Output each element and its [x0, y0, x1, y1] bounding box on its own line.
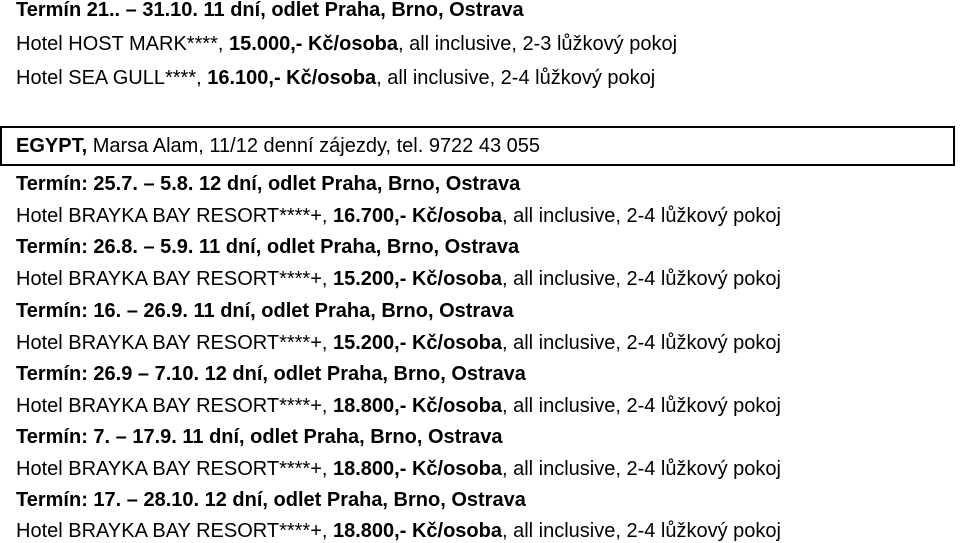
term-line — [16, 425, 502, 449]
hotel-name: Hotel BRAYKA BAY RESORT****+, — [16, 332, 333, 354]
hotel-price: 18.800,- Kč/osoba — [333, 458, 502, 480]
hotel-name: Hotel SEA GULL****, — [16, 67, 208, 89]
hotel-line — [16, 457, 781, 481]
hotel-price: 18.800,- Kč/osoba — [333, 395, 502, 417]
hotel-details: , all inclusive, 2-4 lůžkový pokoj — [501, 332, 781, 354]
hotel-details: , all inclusive, 2-4 lůžkový pokoj — [501, 395, 781, 417]
term-line — [16, 488, 526, 512]
hotel-line — [16, 519, 781, 543]
hotel-name: Hotel BRAYKA BAY RESORT****+, — [16, 395, 333, 417]
hotel-line — [16, 331, 781, 355]
hotel-price: 15.200,- Kč/osoba — [333, 332, 502, 354]
hotel-price: 16.700,- Kč/osoba — [333, 205, 502, 227]
term-label: Termín 21.. – 31.10. 11 dní, odlet Praha, Brno, Ostrava — [16, 0, 524, 21]
term-label: Termín: 26.9 – 7.10. 12 dní, odlet Praha, Brno, Ostrava — [16, 363, 526, 385]
hotel-name: Hotel BRAYKA BAY RESORT****+, — [16, 520, 333, 542]
term-label: Termín: 16. – 26.9. 11 dní, odlet Praha, Brno, Ostrava — [16, 300, 514, 322]
hotel-price: 15.000,- Kč/osoba — [229, 33, 398, 55]
section-country: EGYPT, — [16, 135, 93, 157]
term-line — [16, 362, 526, 386]
hotel-details: , all inclusive, 2-4 lůžkový pokoj — [501, 520, 781, 542]
hotel-price: 16.100,- Kč/osoba — [207, 67, 377, 89]
hotel-details: , all inclusive, 2-4 lůžkový pokoj — [501, 268, 781, 290]
hotel-price: 15.200,- Kč/osoba — [333, 268, 502, 290]
term-label: Termín: 7. – 17.9. 11 dní, odlet Praha, Brno, Ostrava — [16, 426, 503, 448]
hotel-details: , all inclusive, 2-4 lůžkový pokoj — [376, 67, 656, 89]
section-destination: Marsa Alam, 11/12 denní zájezdy, — [92, 135, 397, 157]
hotel-name: Hotel BRAYKA BAY RESORT****+, — [16, 458, 333, 480]
term-line — [16, 299, 514, 323]
hotel-line-host-mark — [16, 32, 677, 56]
term-label: Termín: 25.7. – 5.8. 12 dní, odlet Praha, Brno, Ostrava — [16, 173, 521, 195]
hotel-line — [16, 394, 781, 418]
hotel-details: , all inclusive, 2-4 lůžkový pokoj — [501, 205, 781, 227]
term-line-top — [16, 0, 524, 22]
section-title — [16, 134, 540, 158]
term-line — [16, 235, 519, 259]
hotel-details: , all inclusive, 2-3 lůžkový pokoj — [398, 33, 678, 55]
hotel-details: , all inclusive, 2-4 lůžkový pokoj — [501, 458, 781, 480]
hotel-name: Hotel HOST MARK****, — [16, 33, 230, 55]
term-line — [16, 172, 520, 196]
hotel-name: Hotel BRAYKA BAY RESORT****+, — [16, 268, 333, 290]
term-label: Termín: 17. – 28.10. 12 dní, odlet Praha, Brno, Ostrava — [16, 489, 526, 511]
hotel-line — [16, 204, 781, 228]
term-label: Termín: 26.8. – 5.9. 11 dní, odlet Praha, Brno, Ostrava — [16, 236, 520, 258]
section-phone: tel. 9722 43 055 — [396, 135, 541, 157]
hotel-price: 18.800,- Kč/osoba — [333, 520, 502, 542]
hotel-line — [16, 267, 781, 291]
hotel-line-sea-gull — [16, 66, 655, 90]
hotel-name: Hotel BRAYKA BAY RESORT****+, — [16, 205, 333, 227]
